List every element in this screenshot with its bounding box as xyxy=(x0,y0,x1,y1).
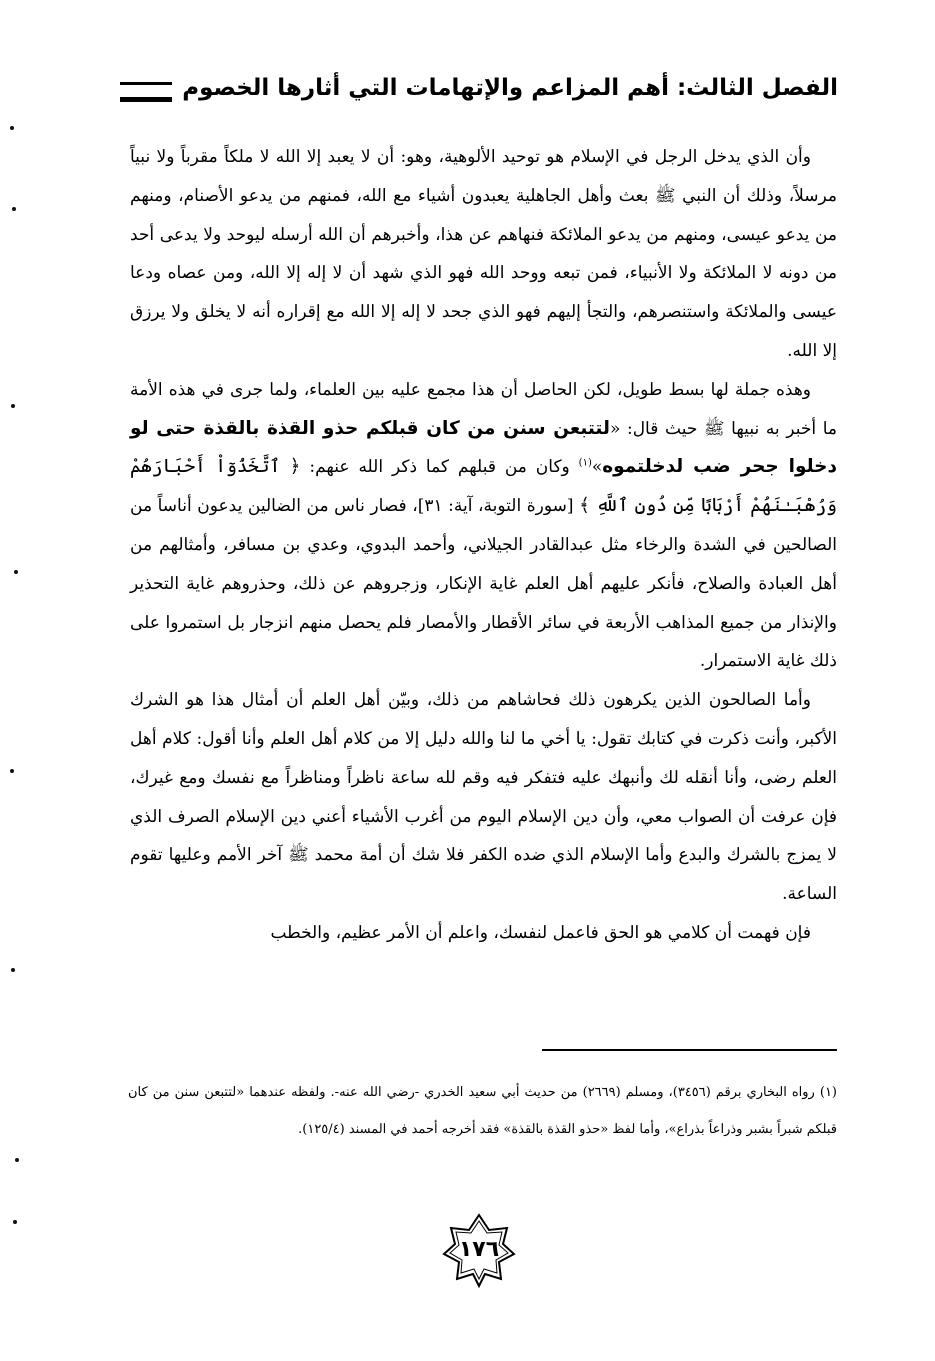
scan-mark xyxy=(10,126,14,130)
scan-mark xyxy=(11,968,15,972)
chapter-title: الفصل الثالث: أهم المزاعم والإتهامات التي أثارها الخصوم xyxy=(182,74,838,101)
scan-mark xyxy=(14,570,18,574)
paragraph-2 xyxy=(130,371,837,681)
verse-citation: [سورة التوبة، آية: ٣١] xyxy=(417,496,580,517)
scan-mark xyxy=(13,1220,17,1224)
page-number: ١٧٦ xyxy=(458,1237,500,1262)
hadith-quote: لتتبعن سنن من كان قبلكم حذو القذة بالقذة حتى لو دخلوا جحر ضب لدخلتموه xyxy=(130,417,837,478)
scan-mark xyxy=(10,769,14,773)
scan-mark xyxy=(11,404,15,408)
paragraph-2-start: وهذه جملة لها بسط طويل، لكن الحاصل أن هذا مجمع عليه بين العلماء، ولما جرى في هذه الأمة ما أخبر به نبيها ﷺ حيث قال: « xyxy=(130,379,837,439)
header-rule xyxy=(120,82,172,102)
footnote xyxy=(128,1074,837,1148)
footnote-text: (١) رواه البخاري برقم (٣٤٥٦)، ومسلم (٢٦٦٩) من حديث أبي سعيد الخدري -رضي الله عنه-. ولفظه عندهما «لتتبعن سنن من كان قبلكم شبراً بشبر وذراعاً بذراع»، وأما لفظ «حذو القذة بالقذة» فقد أخرجه أحمد في المسند (١٢٥/٤). xyxy=(128,1085,837,1137)
footnote-separator xyxy=(542,1049,837,1051)
page-number-badge xyxy=(441,1212,517,1288)
hadith-close-quote: » xyxy=(591,457,603,478)
footnote-reference[interactable]: (١) xyxy=(578,457,592,469)
paragraph-1: وأن الذي يدخل الرجل في الإسلام هو توحيد الألوهية، وهو: أن لا يعبد إلا الله لا ملكاً مقرباً ولا نبياً مرسلاً، وذلك أن النبي ﷺ بعث وأهل الجاهلية يعبدون أشياء مع الله، فمنهم من يدعو الأصنام، ومنهم من يدعو عيسى، ومنهم من يدعو الملائكة فنهاهم عن هذا، وأخبرهم أن الله أرسله ليوحد ولا يدعى أحد من دونه لا الملائكة ولا الأنبياء، فمن تبعه ووحد الله فهو الذي شهد أن لا إله إلا الله، ومن عصاه ودعا عيسى والملائكة واستنصرهم، والتجأ إليهم فهو الذي جحد لا إله إلا الله مع إقراره أنه لا يخلق ولا يرزق إلا الله. xyxy=(130,147,837,361)
quran-verse: ﴿ ٱتَّخَذُوٓاْ أَحْبَارَهُمْ وَرُهْبَـٰنَهُمْ أَرْبَابًا مِّن دُونِ ٱللَّهِ ﴾ xyxy=(130,456,837,517)
paragraph-3: وأما الصالحون الذين يكرهون ذلك فحاشاهم من ذلك، وبيّن أهل العلم أن أمثال هذا هو الشرك الأكبر، وأنت ذكرت في كتابك تقول: يا أخي ما لنا والله دليل إلا من كلام أهل العلم وأنا أقول: كلام أهل العلم رضى، وأنا أنقله لك وأنبهك عليه فتفكر فيه وقم لله ساعة ناظراً ومناظراً مع نفسك ومع غيرك، فإن عرفت أن الصواب معي، وأن دين الإسلام اليوم من أغرب الأشياء أعني دين الإسلام الصرف الذي لا يمزج بالشرك والبدع وأما الإسلام الذي ضده الكفر فلا شك أن أمة محمد ﷺ آخر الأمم وعليها تقوم الساعة. xyxy=(130,690,837,905)
main-text xyxy=(130,138,837,953)
paragraph-2-end: ، فصار ناس من الضالين يدعون أناساً من الصالحين في الشدة والرخاء مثل عبدالقادر الجيلاني، وأحمد البدوي، وعدي بن مسافر، وأمثالهم من أهل العبادة والصلاح، فأنكر عليهم أهل العلم غاية الإنكار، وزجروهم عن ذلك، وحذروهم غاية التحذير والإنذار من جميع المذاهب الأربعة في سائر الأقطار والأمصار فلم يحصل منهم انزجار بل استمروا على ذلك غاية الاستمرار. xyxy=(130,496,837,672)
running-header xyxy=(120,68,838,108)
paragraph-2-mid: وكان من قبلهم كما ذكر الله عنهم: xyxy=(300,457,579,478)
scan-mark xyxy=(15,1158,19,1162)
scan-mark xyxy=(12,207,16,211)
paragraph-4: فإن فهمت أن كلامي هو الحق فاعمل لنفسك، واعلم أن الأمر عظيم، والخطب xyxy=(270,922,811,943)
